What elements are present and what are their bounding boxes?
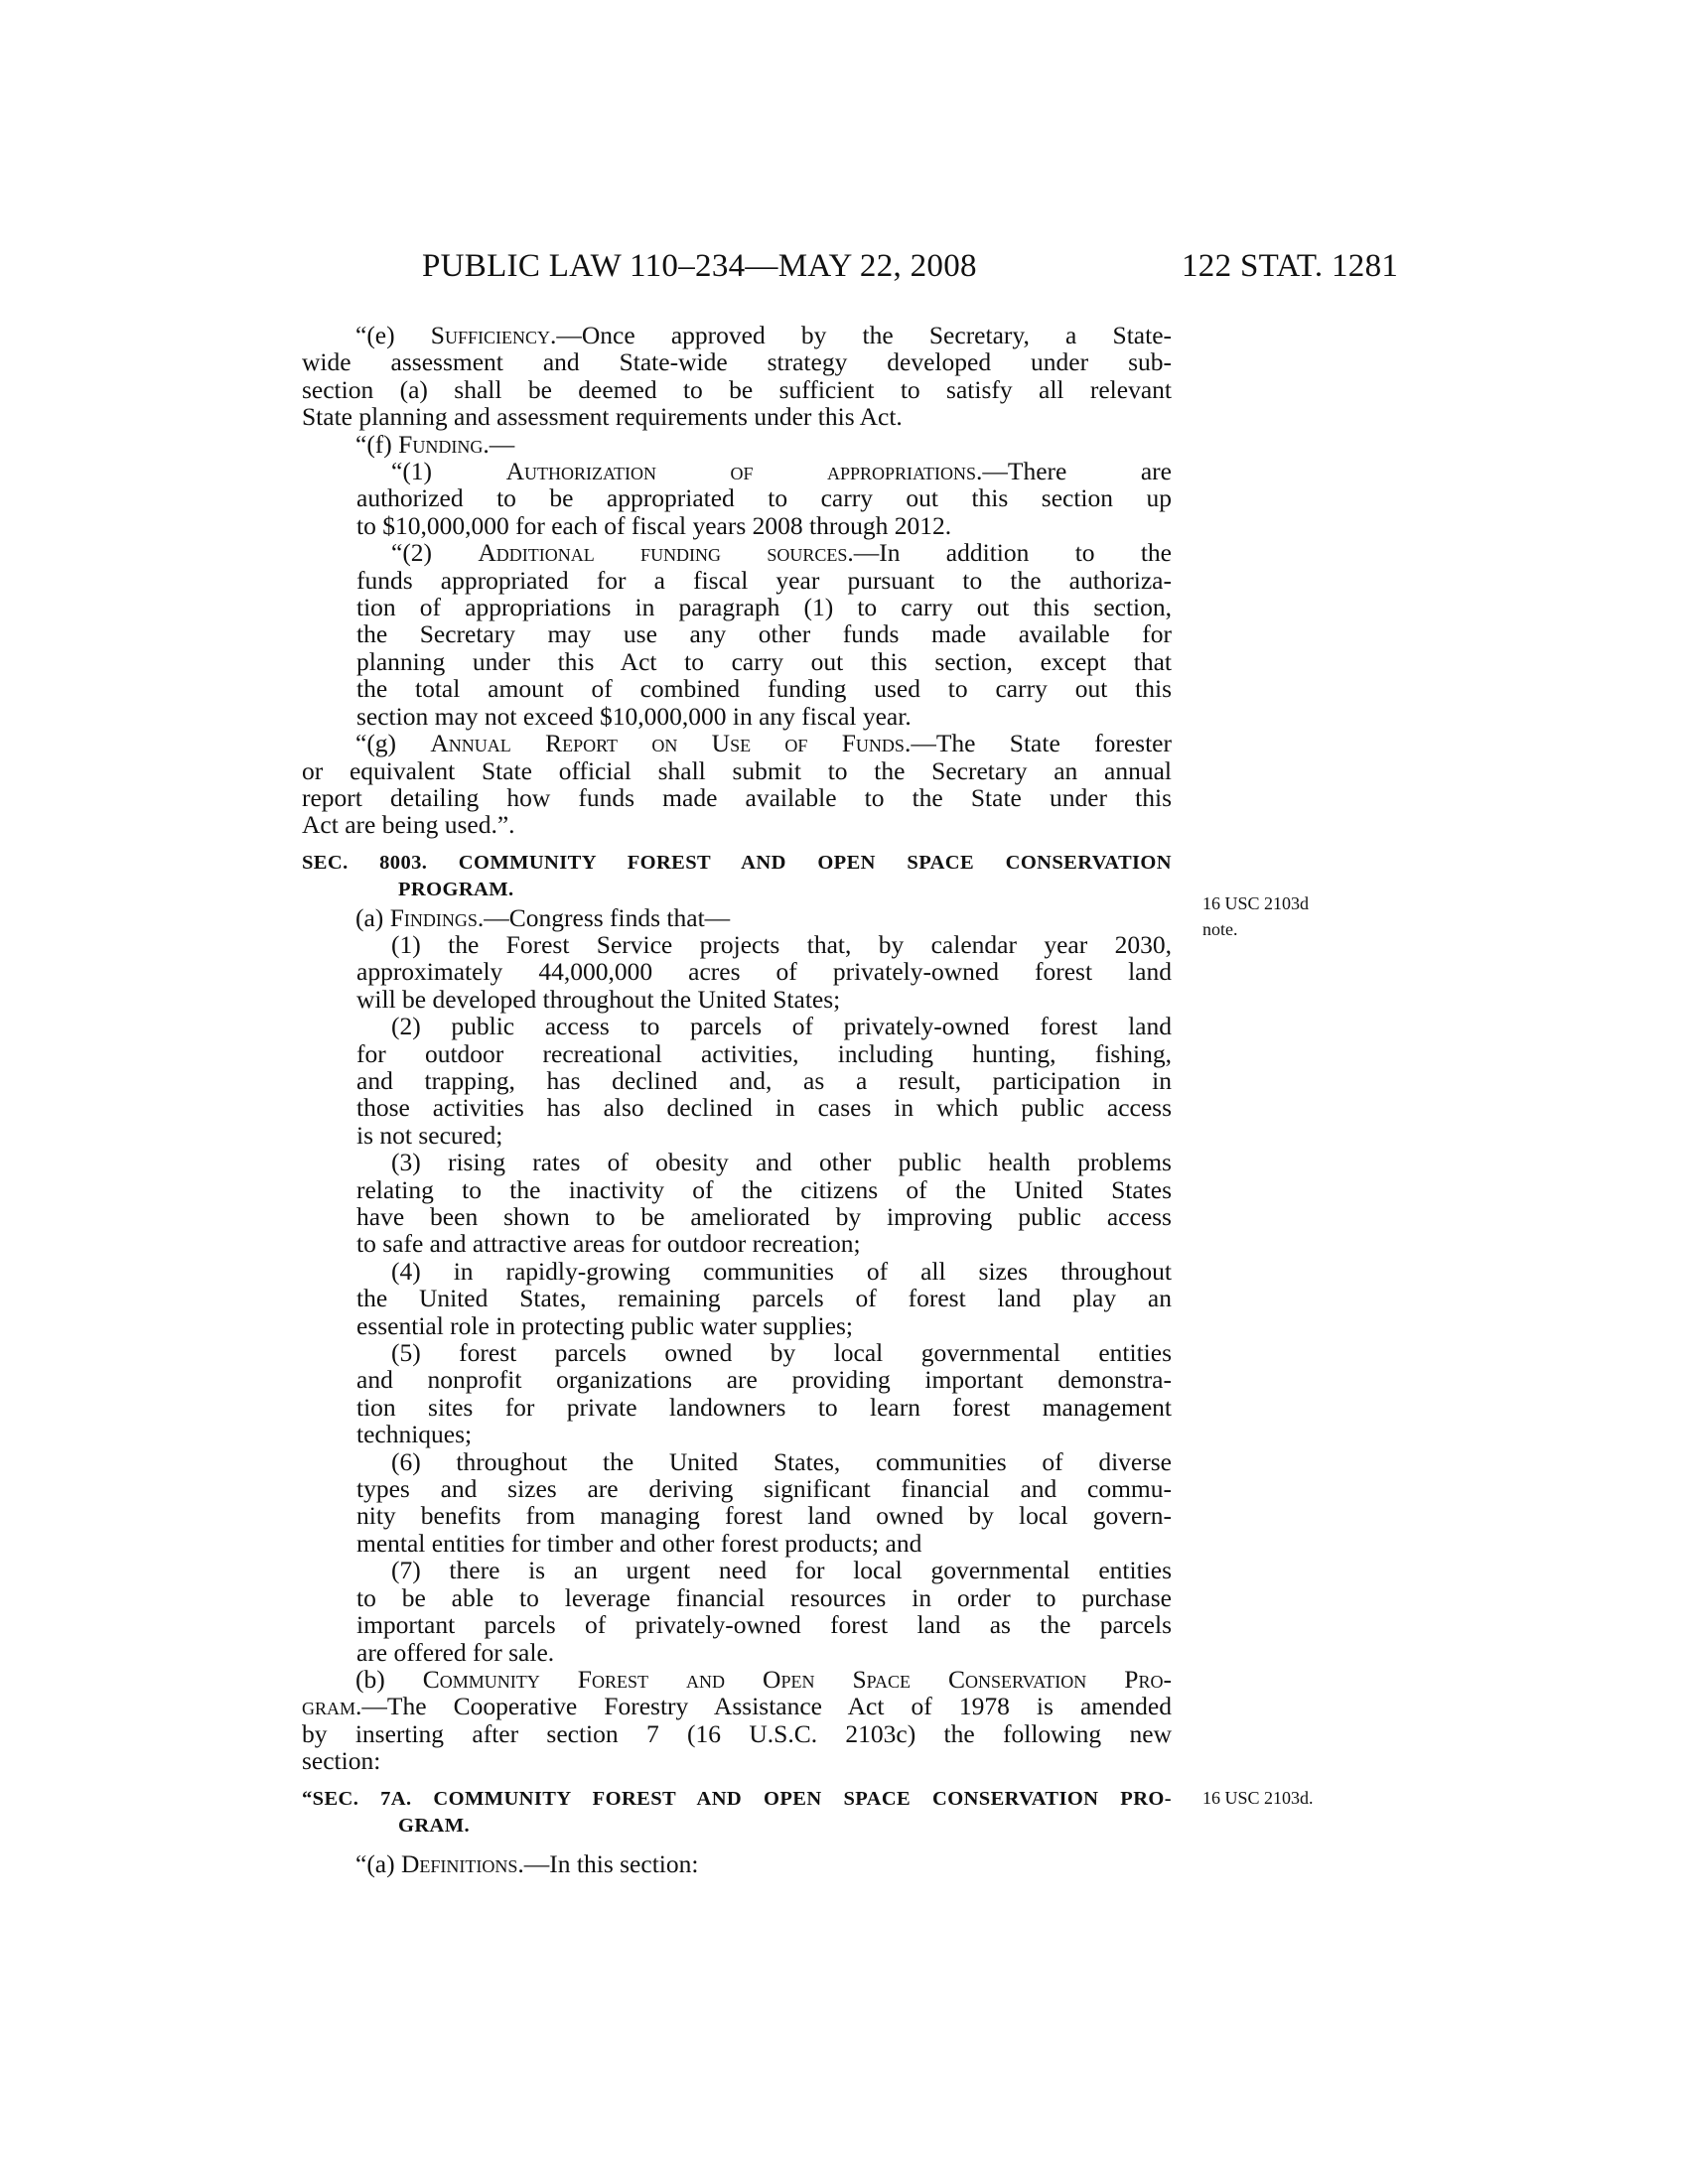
text-line xyxy=(302,1611,1172,1638)
section-heading-7a xyxy=(302,1786,1172,1841)
text-line xyxy=(302,1067,1172,1094)
text-segment: “(e) xyxy=(355,321,431,349)
text-line xyxy=(302,675,1172,702)
text-line xyxy=(302,1693,1172,1719)
small-caps-text: Community Forest and Open Space Conservation Pro xyxy=(422,1664,1164,1694)
text-segment: important parcels of privately-owned forest land as the parcels xyxy=(356,1610,1172,1640)
text-line xyxy=(302,1475,1172,1502)
text-segment: the total amount of combined funding used to carry out this xyxy=(356,674,1172,704)
text-segment: (a) xyxy=(355,902,390,932)
text-segment: (7) there is an urgent need for local governmental entities xyxy=(391,1556,1172,1585)
finding-7 xyxy=(302,1557,1172,1666)
text-segment: (5) forest parcels owned by local governmental entities xyxy=(391,1338,1172,1368)
text-line xyxy=(302,431,1172,458)
page-number: 122 STAT. 1281 xyxy=(1182,248,1399,284)
text-line xyxy=(302,376,1172,403)
text-segment: and trapping, has declined and, as a result, participation in xyxy=(356,1065,1172,1095)
text-segment: will be developed throughout the United States; xyxy=(356,984,841,1014)
text-line xyxy=(302,512,1172,539)
paragraph-a-definitions xyxy=(302,1850,1172,1877)
text-line xyxy=(302,322,1172,348)
text-line xyxy=(302,403,1172,430)
text-line xyxy=(302,1639,1172,1666)
finding-6 xyxy=(302,1448,1172,1558)
text-line xyxy=(302,1557,1172,1583)
text-segment: types and sizes are deriving significant financial and commu- xyxy=(356,1474,1172,1504)
text-line xyxy=(302,986,1172,1013)
text-segment: .— xyxy=(483,429,515,459)
text-segment: approximately 44,000,000 acres of privately-owned forest land xyxy=(356,957,1172,987)
paragraph-g-annual-report xyxy=(302,730,1172,839)
text-segment: “(g) xyxy=(355,729,431,758)
text-segment: .—Once approved by the Secretary, a State- xyxy=(550,321,1173,349)
text-line xyxy=(302,620,1172,647)
margin-note-usc-note xyxy=(1202,890,1309,942)
finding-3 xyxy=(302,1149,1172,1258)
text-segment: .—The Cooperative Forestry Assistance Act of 1978 is amended xyxy=(355,1692,1172,1721)
text-line xyxy=(302,958,1172,985)
text-line xyxy=(302,877,1172,903)
text-segment: (4) in rapidly-growing communities of all sizes throughout xyxy=(391,1256,1172,1286)
text-segment: “(f) xyxy=(355,429,399,459)
paragraph-e-sufficiency xyxy=(302,322,1172,431)
text-line xyxy=(302,1149,1172,1175)
text-line xyxy=(302,931,1172,958)
margin-note-usc: 16 USC 2103d. xyxy=(1202,1788,1314,1808)
finding-1 xyxy=(302,931,1172,1013)
text-segment: GRAM. xyxy=(398,1814,471,1837)
text-line xyxy=(302,539,1172,566)
text-segment: is not secured; xyxy=(356,1120,503,1150)
text-segment: Act are being used.”. xyxy=(302,810,515,840)
small-caps-text: Funding xyxy=(398,429,484,459)
text-line xyxy=(302,567,1172,594)
section-heading-8003 xyxy=(302,850,1172,904)
text-segment: to be able to leverage financial resources in order to purchase xyxy=(356,1582,1172,1612)
text-segment: mental entities for timber and other forest products; and xyxy=(356,1528,922,1558)
text-segment: techniques; xyxy=(356,1420,473,1449)
finding-5 xyxy=(302,1339,1172,1448)
text-segment: are offered for sale. xyxy=(356,1637,555,1667)
text-segment: have been shown to be ameliorated by improving public access xyxy=(356,1202,1172,1231)
text-segment: to safe and attractive areas for outdoor recreation; xyxy=(356,1229,861,1259)
text-segment: nity benefits from managing forest land owned by local govern- xyxy=(356,1501,1172,1531)
text-segment: PROGRAM. xyxy=(398,879,514,901)
text-segment: or equivalent State official shall submit to the Secretary an annual xyxy=(302,755,1172,785)
text-segment: - xyxy=(1163,1664,1172,1694)
text-segment: the United States, remaining parcels of forest land play an xyxy=(356,1284,1172,1313)
text-line xyxy=(302,1720,1172,1747)
text-line xyxy=(302,1747,1172,1774)
text-segment: for outdoor recreational activities, including hunting, fishing, xyxy=(356,1038,1172,1068)
small-caps-text: Additional funding sources xyxy=(478,538,848,568)
text-line xyxy=(302,1285,1172,1311)
text-segment: section: xyxy=(302,1746,381,1776)
text-segment: SEC. 8003. COMMUNITY FOREST AND OPEN SPACE CONSERVATION xyxy=(302,851,1172,874)
text-segment: the Secretary may use any other funds made available for xyxy=(356,619,1172,649)
text-line xyxy=(302,1339,1172,1366)
text-line xyxy=(302,1850,1172,1877)
text-segment: State planning and assessment requirements under this Act. xyxy=(302,402,903,432)
text-line xyxy=(302,1203,1172,1230)
text-segment: relating to the inactivity of the citizens of the United States xyxy=(356,1174,1172,1204)
text-line xyxy=(302,1666,1172,1693)
text-line xyxy=(302,850,1172,877)
text-segment: section may not exceed $10,000,000 in any fiscal year. xyxy=(356,701,912,731)
text-line xyxy=(302,1366,1172,1393)
text-segment: .—In addition to the xyxy=(847,538,1172,568)
text-line xyxy=(302,1584,1172,1611)
text-line xyxy=(302,1230,1172,1257)
text-segment: authorized to be appropriated to carry out this section up xyxy=(356,483,1172,513)
text-segment: those activities has also declined in cases in which public access xyxy=(356,1093,1172,1123)
text-line xyxy=(302,811,1172,838)
text-line xyxy=(302,1258,1172,1285)
text-segment: “(a) xyxy=(355,1849,401,1879)
text-segment: (1) the Forest Service projects that, by calendar year 2030, xyxy=(391,929,1172,959)
text-line xyxy=(302,1813,1172,1840)
text-line xyxy=(302,1176,1172,1203)
text-segment: tion of appropriations in paragraph (1) to carry out this section, xyxy=(356,593,1172,622)
text-line xyxy=(302,1394,1172,1421)
finding-4 xyxy=(302,1258,1172,1339)
small-caps-text: Findings xyxy=(389,902,478,932)
text-line xyxy=(302,1122,1172,1149)
text-segment: “(1) xyxy=(391,457,506,486)
small-caps-text: Authorization of appropriations xyxy=(505,457,977,486)
text-segment: planning under this Act to carry out this section, except that xyxy=(356,646,1172,676)
text-segment: (b) xyxy=(355,1664,423,1694)
text-segment: .—In this section: xyxy=(517,1849,699,1879)
running-header-title: PUBLIC LAW 110–234—MAY 22, 2008 xyxy=(422,248,977,284)
text-line xyxy=(302,484,1172,511)
paragraph-f2-additional-funding xyxy=(302,539,1172,730)
small-caps-text: Annual Report on Use of Funds xyxy=(430,729,905,758)
text-line xyxy=(302,1502,1172,1529)
text-line xyxy=(302,1448,1172,1475)
text-line xyxy=(302,1786,1172,1813)
text-line xyxy=(302,1013,1172,1039)
paragraph-f1-authorization xyxy=(302,458,1172,539)
text-line xyxy=(302,458,1172,484)
margin-note-line: note. xyxy=(1202,919,1238,939)
small-caps-text: gram xyxy=(302,1692,356,1721)
text-line xyxy=(302,784,1172,811)
finding-2 xyxy=(302,1013,1172,1149)
text-segment: (3) rising rates of obesity and other public health problems xyxy=(391,1148,1172,1177)
margin-note-line: 16 USC 2103d xyxy=(1202,893,1310,913)
text-segment: section (a) shall be deemed to be sufficient to satisfy all relevant xyxy=(302,374,1172,404)
text-segment: .—There are xyxy=(976,457,1172,486)
text-line xyxy=(302,1421,1172,1447)
text-line xyxy=(302,730,1172,756)
text-line xyxy=(302,594,1172,620)
text-segment: (2) public access to parcels of privately-owned forest land xyxy=(391,1012,1172,1041)
text-line xyxy=(302,348,1172,375)
paragraph-b-program xyxy=(302,1666,1172,1775)
text-line xyxy=(302,703,1172,730)
text-line xyxy=(302,757,1172,784)
text-line xyxy=(302,1094,1172,1121)
text-segment: (6) throughout the United States, communities of diverse xyxy=(391,1446,1172,1476)
text-segment: wide assessment and State-wide strategy developed under sub- xyxy=(302,347,1172,377)
text-line xyxy=(302,648,1172,675)
text-segment: by inserting after section 7 (16 U.S.C. 2103c) the following new xyxy=(302,1718,1172,1748)
text-segment: to $10,000,000 for each of fiscal years 2008 through 2012. xyxy=(356,510,952,540)
document-body xyxy=(302,322,1172,1878)
text-segment: funds appropriated for a fiscal year pursuant to the authoriza- xyxy=(356,565,1172,595)
text-line xyxy=(302,1530,1172,1557)
text-segment: .—The State forester xyxy=(904,729,1172,758)
paragraph-f-funding xyxy=(302,431,1172,458)
text-segment: “SEC. 7A. COMMUNITY FOREST AND OPEN SPACE CONSERVATION PRO- xyxy=(302,1787,1172,1810)
text-segment: essential role in protecting public water supplies; xyxy=(356,1310,853,1340)
text-segment: .—Congress finds that— xyxy=(477,902,731,932)
small-caps-text: Definitions xyxy=(401,1849,518,1879)
text-segment: and nonprofit organizations are providing important demonstra- xyxy=(356,1365,1172,1395)
text-line xyxy=(302,1040,1172,1067)
text-line xyxy=(302,904,1172,931)
small-caps-text: Sufficiency xyxy=(430,321,550,349)
text-line xyxy=(302,1312,1172,1339)
paragraph-a-findings xyxy=(302,904,1172,931)
text-segment: report detailing how funds made available to the State under this xyxy=(302,782,1172,812)
text-segment: tion sites for private landowners to learn forest management xyxy=(356,1392,1172,1422)
text-segment: “(2) xyxy=(391,538,479,568)
